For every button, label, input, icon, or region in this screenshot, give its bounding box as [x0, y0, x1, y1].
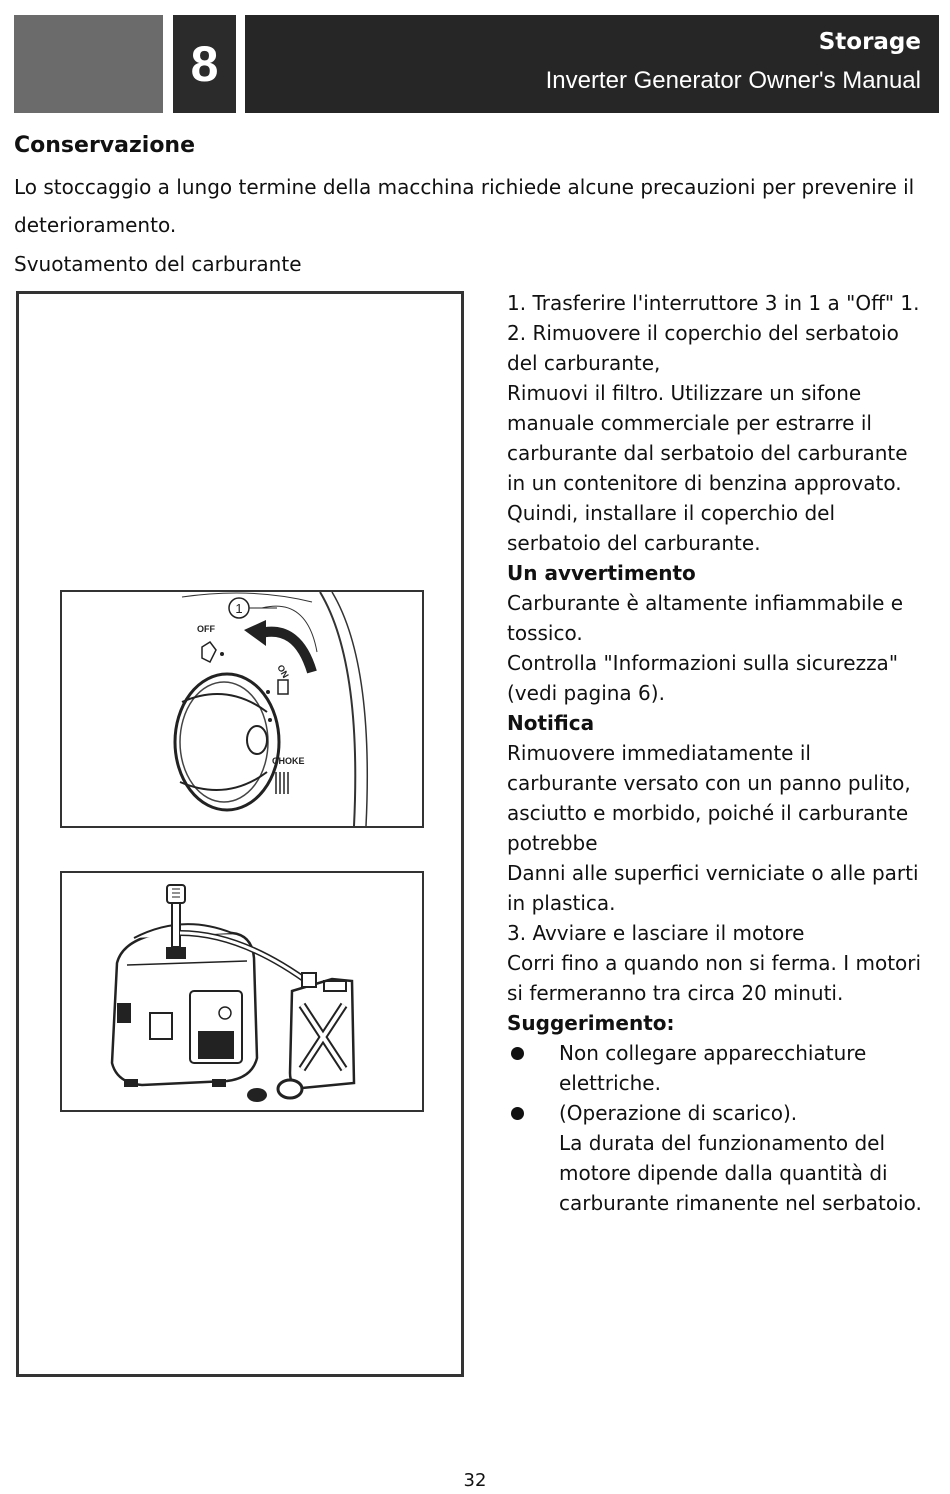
fuel-icon [278, 680, 288, 694]
fuel-valve-icon [202, 642, 216, 662]
illustration-frame [16, 291, 464, 1377]
label-on: ON [275, 663, 291, 680]
subheading: Svuotamento del carburante [14, 252, 302, 276]
step-3-detail: Corri fino a quando non si ferma. I motori si fermeranno tra circa 20 minuti. [507, 951, 922, 1005]
header-gray-block [14, 15, 163, 113]
step-2-detail: Rimuovi il filtro. Utilizzare un sifone manuale commerciale per estrarre il carburante dal serbatoio del carburante in un contenitore di benzina approvato. Quindi, installare il coperchio del serbatoio del carburante. [507, 381, 908, 555]
callout-number: 1 [235, 601, 243, 616]
step-1: 1. Trasferire l'interruttore 3 in 1 a "Off" 1. [507, 291, 920, 315]
notice-title: Notifica [507, 711, 595, 735]
instructions-column [507, 288, 927, 1218]
tip-list [507, 1038, 927, 1218]
intro-paragraph: Lo stoccaggio a lungo termine della macchina richiede alcune precauzioni per prevenire il deterioramento. [14, 175, 915, 237]
header-bar [245, 15, 939, 113]
chapter-number: 8 [173, 15, 236, 113]
warning-page-ref: (vedi pagina 6). [507, 681, 665, 705]
label-off: OFF [197, 624, 215, 634]
page-number: 32 [463, 1470, 487, 1491]
warning-text: Carburante è altamente infiammabile e tossico. [507, 591, 904, 645]
tip-title: Suggerimento: [507, 1011, 675, 1035]
header-section: Storage [818, 29, 921, 55]
list-item: (Operazione di scarico). La durata del funzionamento del motore dipende dalla quantità di carburante rimanente nel serbatoio. [507, 1098, 927, 1218]
bullet-icon [511, 1107, 524, 1120]
warning-reference: Controlla "Informazioni sulla sicurezza" [507, 651, 899, 675]
manual-title: Inverter Generator Owner's Manual [545, 67, 921, 94]
choke-icon [276, 772, 288, 794]
notice-text: Rimuovere immediatamente il carburante versato con un panno pulito, asciutto e morbido, poiché il carburante potrebbe [507, 741, 911, 855]
filter-icon [247, 1088, 267, 1102]
tank-cap-icon [278, 1080, 302, 1098]
bullet-icon [511, 1047, 524, 1060]
siphon-drawing [62, 873, 422, 1110]
label-choke: CHOKE [272, 756, 305, 766]
list-item: Non collegare apparecchiature elettriche. [507, 1038, 927, 1098]
siphon-illustration [60, 871, 424, 1112]
notice-text-2: Danni alle superfici verniciate o alle parti in plastica. [507, 861, 919, 915]
step-3: 3. Avviare e lasciare il motore [507, 921, 805, 945]
switch-drawing [62, 592, 422, 826]
warning-title: Un avvertimento [507, 561, 696, 585]
section-title: Conservazione [14, 133, 196, 158]
switch-illustration [60, 590, 424, 828]
step-2: 2. Rimuovere il coperchio del serbatoio del carburante, [507, 321, 899, 375]
